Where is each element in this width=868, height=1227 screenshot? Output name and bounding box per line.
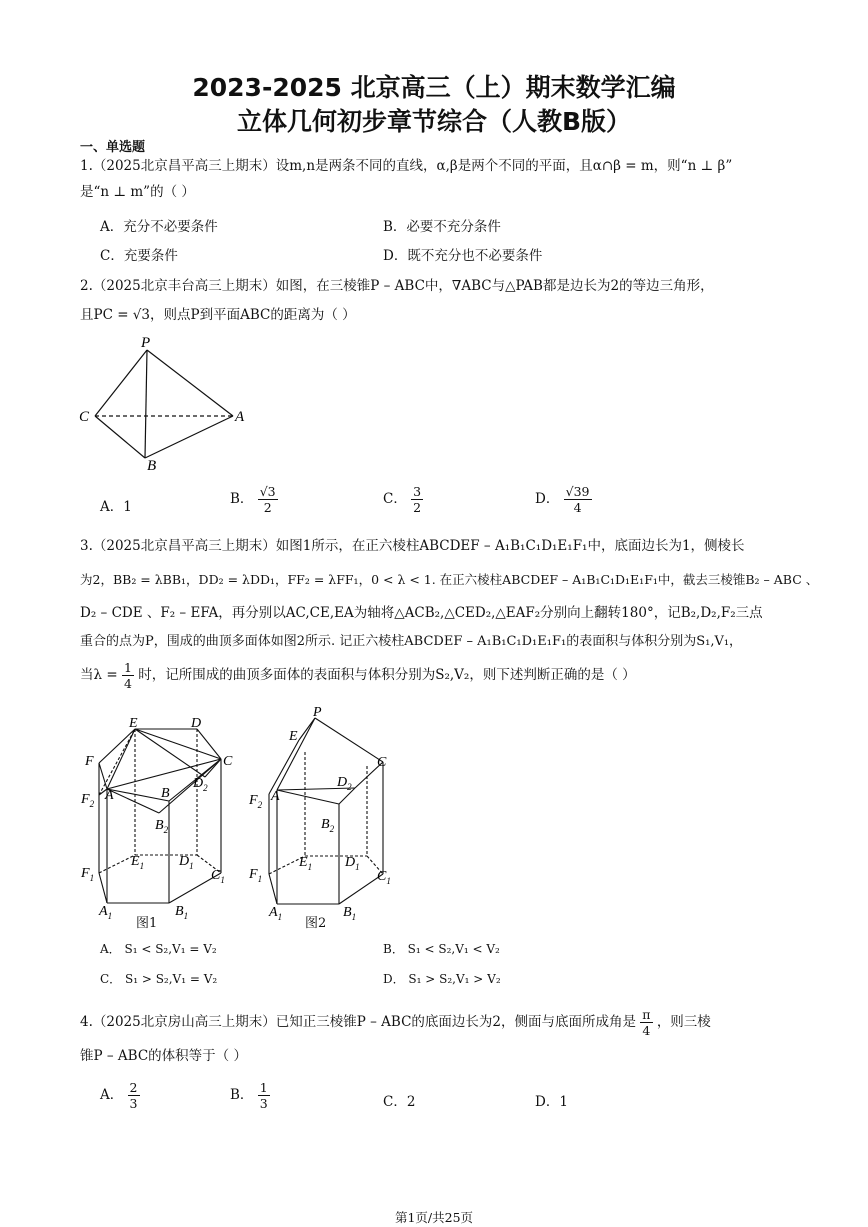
svg-text:F1: $F_1$ [249,867,263,884]
q4-option-b[interactable] [230,1080,270,1111]
q2-stem-line2: 且PC = √3，则点P到平面ABC的距离为（ ） [80,307,356,323]
q3-stem-line3: D₂ – CDE 、F₂ – EFA，再分别以AC,CE,EA为轴将△ACB₂,△CED₂,△EAF₂分别向上翻转180°，记B₂,D₂,F₂三点 [80,605,763,621]
svg-text:F1: $F_1$ [81,866,95,883]
q2-option-d-den: 4 [573,500,582,515]
q3-figure-1-caption: 图1 [136,916,158,931]
q2-stem-line1: 2.（2025北京丰台高三上期末）如图，在三棱锥P – ABC中，∇ABC与△PAB都是边长为2的等边三角形， [80,278,714,294]
svg-text:B2: $B_2$ [321,817,335,834]
q3-lambda-num: 1 [123,660,132,675]
page-footer: 第1页/共25页 [394,1210,474,1225]
q3-figure-1-hexagonal-prism [75,715,245,935]
q2-option-b-den: 2 [263,500,272,515]
q4-stem-line2: 锥P – ABC的体积等于（ ） [80,1048,247,1064]
q3-stem-line4: 重合的点为P，围成的曲顶多面体如图2所示. 记正六棱柱ABCDEF – A₁B₁C₁D₁E₁F₁的表面积与体积分别为S₁,V₁， [80,634,743,649]
q2-option-d-num: √39 [565,484,590,499]
q2-option-c-num: 3 [413,484,422,499]
q1-option-a[interactable]: A．充分不必要条件 [100,219,218,235]
svg-text:A: A [271,789,280,804]
svg-text:C1: $C_1$ [211,868,225,885]
q3-stem-line2: 为2，BB₂ = λBB₁，DD₂ = λDD₁，FF₂ = λFF₁，0 < λ < 1. 在正六棱柱ABCDEF – A₁B₁C₁D₁E₁F₁中，截去三棱锥B₂ – ABC 、 [80,572,819,587]
q3-option-b[interactable]: B． S₁ < S₂,V₁ < V₂ [383,942,500,956]
svg-text:E1: $E_1$ [299,855,313,872]
q3-option-c[interactable]: C． S₁ > S₂,V₁ = V₂ [100,972,218,986]
q2-option-c[interactable] [383,484,423,515]
q4-option-a[interactable] [100,1080,140,1111]
q4-angle-den: 4 [642,1023,651,1038]
q2-tetrahedron-figure [75,332,255,477]
q2-option-c-label: C． [383,491,407,507]
q4-option-b-den: 3 [259,1096,268,1111]
q1-option-c[interactable]: C．充要条件 [100,248,178,264]
vertex-label-c: C [79,409,90,425]
q4-option-b-label: B． [230,1087,254,1103]
svg-text:D2: $D_2$ [193,776,208,793]
q2-option-d-label: D． [535,491,560,507]
q4-option-d[interactable]: D．1 [535,1094,568,1110]
q4-option-a-num: 2 [129,1080,138,1095]
svg-text:D: D [191,716,202,731]
svg-text:C: C [223,754,233,769]
q3-lambda-den: 4 [123,676,132,691]
svg-text:P: P [313,705,322,720]
svg-text:D2: $D_2$ [337,775,352,792]
page-title-line1: 2023-2025 北京高三（上）期末数学汇编 [192,73,676,102]
svg-text:D1: $D_1$ [179,854,194,871]
svg-text:F2: $F_2$ [81,792,95,809]
q1-option-b[interactable]: B．必要不充分条件 [383,219,501,235]
q4-option-a-label: A． [100,1087,124,1103]
vertex-label-a: A [235,409,245,425]
page-title-line2: 立体几何初步章节综合（人教B版） [236,107,632,136]
q2-option-b[interactable] [230,484,278,515]
q3-lambda-pre: 当λ = [80,667,118,683]
q2-option-b-num: √3 [259,484,276,499]
svg-text:F: F [85,754,94,769]
q2-option-d[interactable] [535,484,592,515]
svg-text:E: E [129,716,138,731]
q2-option-b-label: B． [230,491,254,507]
q4-stem-post: ，则三棱 [656,1014,711,1030]
q1-option-d[interactable]: D．既不充分也不必要条件 [383,248,543,264]
q4-stem-line1 [80,1007,711,1038]
q4-option-c[interactable]: C．2 [383,1094,416,1110]
svg-text:A1: $A_1$ [99,904,113,921]
q3-lambda-post: 时，记所围成的曲顶多面体的表面积与体积分别为S₂,V₂，则下述判断正确的是（ ） [138,667,636,683]
vertex-label-p: P [141,335,151,351]
svg-text:D1: $D_1$ [345,855,360,872]
q4-option-b-num: 1 [259,1080,268,1095]
q3-figure-2-curved-polyhedron [245,700,410,935]
svg-text:E1: $E_1$ [131,854,145,871]
svg-text:B1: $B_1$ [175,904,189,921]
q3-stem-line5 [80,660,636,691]
svg-text:B: B [161,786,170,801]
q4-stem-pre: 4.（2025北京房山高三上期末）已知正三棱锥P – ABC的底面边长为2，侧面与底面所成角是 [80,1014,636,1030]
q3-stem-line1: 3.（2025北京昌平高三上期末）如图1所示，在正六棱柱ABCDEF – A₁B₁C₁D₁E₁F₁中，底面边长为1，侧棱长 [80,538,745,554]
svg-text:C1: $C_1$ [377,869,391,886]
svg-text:E: E [289,729,298,744]
vertex-label-b: B [147,458,157,474]
svg-text:A1: $A_1$ [269,905,283,922]
q2-option-a[interactable]: A．1 [100,499,132,515]
q3-option-d[interactable]: D． S₁ > S₂,V₁ > V₂ [383,972,501,986]
q4-option-a-den: 3 [129,1096,138,1111]
svg-text:B2: $B_2$ [155,818,169,835]
svg-text:C: C [377,755,387,770]
q4-angle-num: π [642,1007,651,1022]
q2-option-c-den: 2 [413,500,422,515]
section-heading: 一、单选题 [80,140,146,155]
q1-stem-line1: 1.（2025北京昌平高三上期末）设m,n是两条不同的直线，α,β是两个不同的平面，且α∩β = m，则“n ⊥ β” [80,158,733,174]
svg-text:B1: $B_1$ [343,905,357,922]
q3-figure-2-caption: 图2 [305,916,327,931]
q1-stem-line2: 是“n ⊥ m”的（ ） [80,184,195,200]
svg-text:A: A [105,788,114,803]
svg-text:F2: $F_2$ [249,793,263,810]
q3-option-a[interactable]: A． S₁ < S₂,V₁ = V₂ [100,942,217,956]
